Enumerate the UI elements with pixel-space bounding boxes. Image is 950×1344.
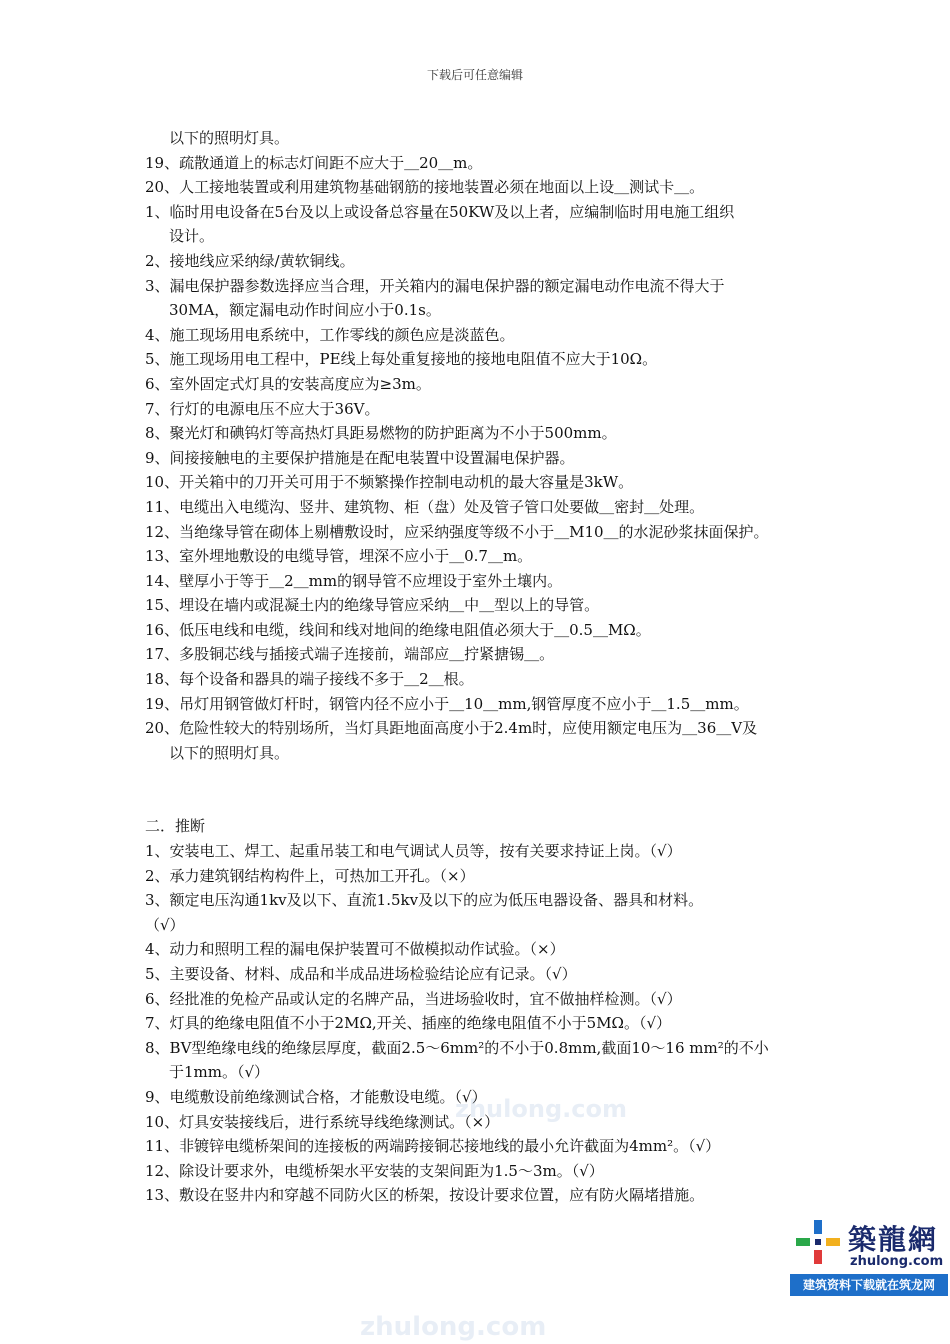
text-line: 15、埋设在墙内或混凝土内的绝缘导管应采纳＿中＿型以上的导管。 xyxy=(145,596,600,615)
document-body xyxy=(145,126,813,1208)
text-line: 2、接地线应采纳绿/黄软铜线。 xyxy=(145,251,355,270)
text-line: 12、除设计要求外，电缆桥架水平安装的支架间距为1.5～3m。（√） xyxy=(145,1161,604,1180)
text-line: 9、间接接触电的主要保护措施是在配电装置中设置漏电保护器。 xyxy=(145,448,575,467)
text-line: 12、当绝缘导管在砌体上剔槽敷设时，应采纳强度等级不小于＿M10＿的水泥砂浆抹面保护。 xyxy=(145,522,769,541)
text-line: 3、额定电压沟通1kv及以下、直流1.5kv及以下的应为低压电器设备、器具和材料。 xyxy=(145,891,704,910)
text-line: 13、室外埋地敷设的电缆导管，埋深不应小于＿0.7＿m。 xyxy=(145,547,533,566)
text-line: 13、敷设在竖井内和穿越不同防火区的桥架，按设计要求位置，应有防火隔堵措施。 xyxy=(145,1186,705,1205)
text-line: 10、开关箱中的刀开关可用于不频繁操作控制电动机的最大容量是3kW。 xyxy=(145,473,634,492)
zhulong-logo xyxy=(790,1212,948,1298)
logo-name-cn: 築龍網 xyxy=(848,1223,939,1256)
text-line: 7、行灯的电源电压不应大于36V。 xyxy=(145,399,380,418)
watermark: zhulong.com xyxy=(455,1095,627,1123)
text-line: 14、壁厚小于等于＿2＿mm的钢导管不应埋设于室外土壤内。 xyxy=(145,571,563,590)
text-line: 4、施工现场用电系统中，工作零线的颜色应是淡蓝色。 xyxy=(145,325,515,344)
text-line: 1、安装电工、焊工、起重吊装工和电气调试人员等，按有关要求持证上岗。（√） xyxy=(145,842,682,861)
text-line: 7、灯具的绝缘电阻值不小于2MΩ,开关、插座的绝缘电阻值不小于5MΩ。（√） xyxy=(145,1014,672,1033)
logo-name-en: zhulong.com xyxy=(850,1254,944,1269)
text-line: 11、电缆出入电缆沟、竖井、建筑物、柜（盘）处及管子管口处要做＿密封＿处理。 xyxy=(145,497,705,516)
text-line: 1、临时用电设备在5台及以上或设备总容量在50KW及以上者，应编制临时用电施工组织 xyxy=(145,202,735,221)
text-line: 30MA，额定漏电动作时间应小于0.1s。 xyxy=(169,301,441,320)
page-header: 下载后可任意编辑 xyxy=(426,68,523,82)
text-line: 2、承力建筑钢结构构件上，可热加工开孔。（×） xyxy=(145,866,475,885)
text-line: 8、BV型绝缘电线的绝缘层厚度，截面2.5～6mm²的不小于0.8mm,截面10～16 mm²的不小 xyxy=(145,1038,769,1057)
section-heading: 二．推断 xyxy=(145,817,206,836)
logo-slogan: 建筑资料下载就在筑龙网 xyxy=(790,1274,948,1296)
text-line: （√） xyxy=(145,915,185,934)
text-line: 19、吊灯用钢管做灯杆时，钢管内径不应小于＿10＿mm,钢管厚度不应小于＿1.5＿mm。 xyxy=(145,694,749,713)
text-line: 19、疏散通道上的标志灯间距不应大于＿20＿m。 xyxy=(145,153,483,172)
watermark-bottom: zhulong.com xyxy=(360,1312,547,1342)
text-line: 于1mm。（√） xyxy=(169,1063,270,1082)
text-line: 20、人工接地装置或利用建筑物基础钢筋的接地装置必须在地面以上设＿测试卡＿。 xyxy=(145,178,705,197)
text-line: 20、危险性较大的特别场所，当灯具距地面高度小于2.4m时，应使用额定电压为＿36＿V及 xyxy=(145,719,758,738)
text-line: 9、电缆敷设前绝缘测试合格，才能敷设电缆。（√） xyxy=(145,1087,487,1106)
text-line: 10、灯具安装接线后，进行系统导线绝缘测试。（×） xyxy=(145,1112,500,1131)
text-line: 17、多股铜芯线与插接式端子连接前，端部应＿拧紧搪锡＿。 xyxy=(145,645,555,664)
text-line: 11、非镀锌电缆桥架间的连接板的两端跨接铜芯接地线的最小允许截面为4mm²。（√） xyxy=(145,1137,721,1156)
text-line: 5、主要设备、材料、成品和半成品进场检验结论应有记录。（√） xyxy=(145,965,577,983)
text-line: 18、每个设备和器具的端子接线不多于＿2＿根。 xyxy=(145,670,474,689)
text-line: 8、聚光灯和碘钨灯等高热灯具距易燃物的防护距离为不小于500mm。 xyxy=(145,424,617,443)
text-line: 4、动力和照明工程的漏电保护装置可不做模拟动作试验。（×） xyxy=(145,940,565,959)
text-line: 3、漏电保护器参数选择应当合理，开关箱内的漏电保护器的额定漏电动作电流不得大于 xyxy=(145,276,725,295)
text-line: 16、低压电线和电缆，线间和线对地间的绝缘电阻值必须大于＿0.5＿MΩ。 xyxy=(145,620,651,639)
text-line: 以下的照明灯具。 xyxy=(169,129,290,147)
text-line: 设计。 xyxy=(169,227,215,246)
text-line: 以下的照明灯具。 xyxy=(169,743,290,762)
text-line: 6、经批准的免检产品或认定的名牌产品，当进场验收时，宜不做抽样检测。（√） xyxy=(145,989,682,1008)
text-line: 6、室外固定式灯具的安装高度应为≥3m。 xyxy=(145,374,431,393)
snowflake-logo-icon xyxy=(794,1218,842,1266)
text-line: 5、施工现场用电工程中，PE线上每处重复接地的接地电阻值不应大于10Ω。 xyxy=(145,350,658,369)
